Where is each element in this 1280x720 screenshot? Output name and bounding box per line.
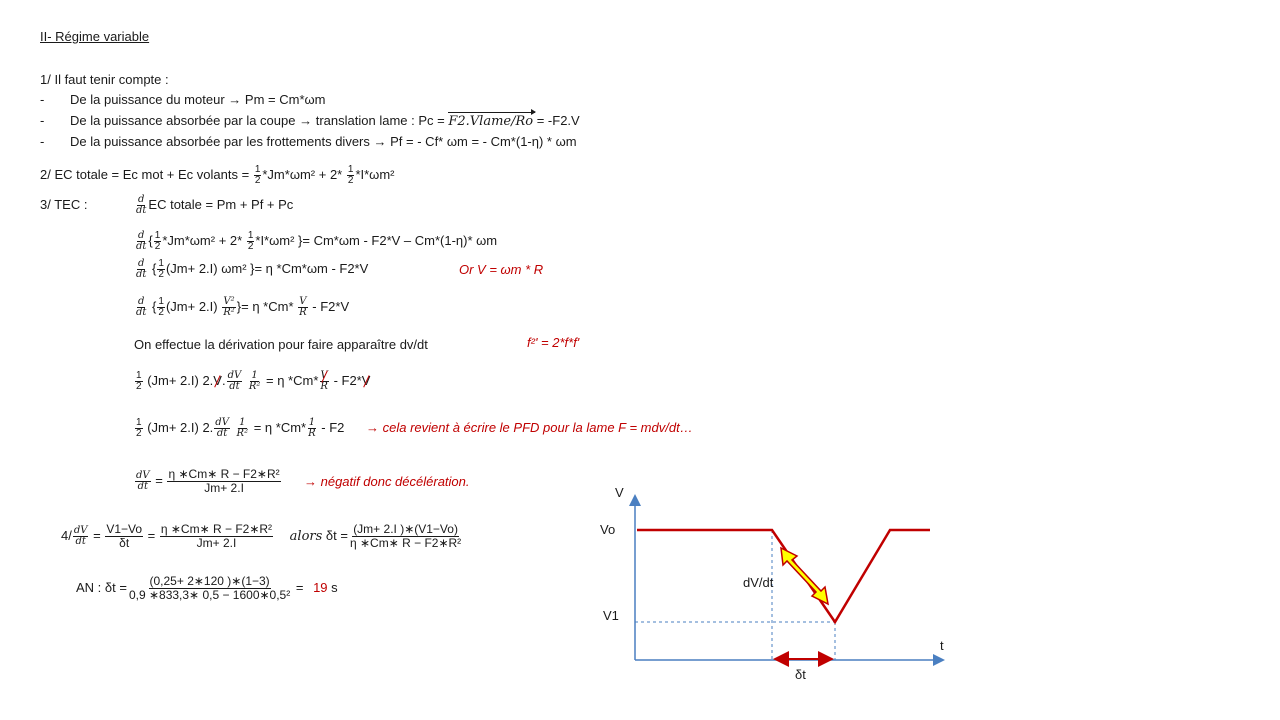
list-item: - <box>40 134 45 149</box>
arrow-icon: → <box>373 134 387 149</box>
note-pfd: → cela revient à écrire le PFD pour la lame F = mdv/dt… <box>366 420 693 435</box>
list-item: - <box>40 113 45 128</box>
struck-term: V <box>320 370 328 382</box>
note-deceleration: → négatif donc décélération. <box>304 474 470 489</box>
x-axis-label: t <box>940 638 944 653</box>
slope-label: dV/dt <box>743 575 774 590</box>
fraction-half: $\frac{1}{2}$ <box>347 164 354 187</box>
vector-expression: F2.Vlame/Ro <box>448 114 534 129</box>
derivative-operator: $\frac{d}{dt}$ <box>136 194 147 217</box>
velocity-profile-line <box>637 530 930 622</box>
vo-label: Vo <box>600 522 616 537</box>
tec-line-3: $\frac{d}{dt}$ { $\frac{1}{2}$ (Jm+ 2.I) ωm² }= η *Cm*ωm - F2*V <box>136 258 369 281</box>
numeric-application: AN : δt = $\frac{(0,25+ 2∗120 )∗(1-3)}{\text{0,9 ∗833,3∗ 0,5 − 1600∗0,5²}}$ = 19 s <box>76 574 338 603</box>
delta-t-label: δt <box>795 667 806 682</box>
struck-term: V <box>362 367 371 395</box>
part3-label: 3/ TEC : <box>40 197 88 212</box>
arrow-icon: → <box>228 92 242 107</box>
section-title: II- Régime variable <box>40 29 150 44</box>
note-v-omega: Or V = ωm * R <box>459 262 544 277</box>
derivation-text: On effectue la dérivation pour faire apparaître dv/dt <box>134 337 428 352</box>
part1-heading: 1/ Il faut tenir compte : <box>40 72 169 87</box>
v1-label: V1 <box>603 608 619 623</box>
y-axis-label: V <box>615 485 624 500</box>
arrow-icon: → <box>299 113 313 128</box>
tec-line-7: $\frac{1}{2}$ (Jm+ 2.I) 2. $\frac{dV}{dt}$ $\frac{1}{\text{R²}}$ = η *Cm* $\frac{1}{R}$ - F2 <box>136 417 345 440</box>
tec-line-8: $\frac{dV}{dt}$ = $\frac{\text{η ∗Cm∗ R − F2∗R²}}{Jm+ 2.I}$ <box>136 467 280 496</box>
list-item: - <box>40 92 45 107</box>
tec-line-1: $\frac{d}{dt}$ EC totale = Pm + Pf + Pc <box>136 194 294 217</box>
tec-line-4: $\frac{d}{dt}$ { $\frac{1}{2}$ (Jm+ 2.I) $\frac{\text{V²}}{\text{R²}}$ }= η *Cm* $\frac{V}{R}$ - F2*V <box>136 296 350 319</box>
struck-term: V <box>213 367 222 395</box>
list-item-text: De la puissance absorbée par les frottements divers → Pf = - Cf* ωm = - Cm*(1-η) * ωm <box>70 134 577 149</box>
tec-line-2: $\frac{d}{dt}$ { $\frac{1}{2}$ *Jm*ωm² + 2* $\frac{1}{2}$ *I*ωm² }= Cm*ωm - F2*V – Cm*(1-η)* ωm <box>136 230 498 253</box>
result-unit: s <box>331 580 338 595</box>
list-item-text: De la puissance du moteur → Pm = Cm*ωm <box>70 92 326 107</box>
result-value: 19 <box>313 580 328 595</box>
part4-equation: 4/ $\frac{dV}{dt}$ = $\frac{V1-Vo}{\delta t}$ = $\frac{\text{η ∗Cm∗ R − F2∗R²}}{Jm+ 2.I}$ alors δt = $\frac{(Jm+ 2.I )∗(V1-Vo)}{\text{η ∗Cm∗ R − F2∗R²}}$ <box>61 522 462 551</box>
note-derivative-rule: f²' = 2*f*f' <box>527 335 580 350</box>
fraction-half: $\frac{1}{2}$ <box>254 164 261 187</box>
tec-line-6: $\frac{1}{2}$ (Jm+ 2.I) 2.V. $\frac{dV}{dt}$ $\frac{1}{\text{R²}}$ = η *Cm* $\frac{V}{R}$ - F2*V <box>134 367 370 395</box>
dvdt-fraction: $\frac{\text{η ∗Cm∗ R − F2∗R²}}{Jm+ 2.I}$ <box>168 467 280 496</box>
slope-arrow-icon <box>781 548 828 604</box>
list-item-text: De la puissance absorbée par la coupe → translation lame : Pc = F2.Vlame/Ro = -F2.V <box>70 113 580 129</box>
ec-total-equation: 2/ EC totale = Ec mot + Ec volants = $\frac{1}{2}$ *Jm*ωm² + 2* $\frac{1}{2}$ *I*ωm² <box>40 164 395 187</box>
